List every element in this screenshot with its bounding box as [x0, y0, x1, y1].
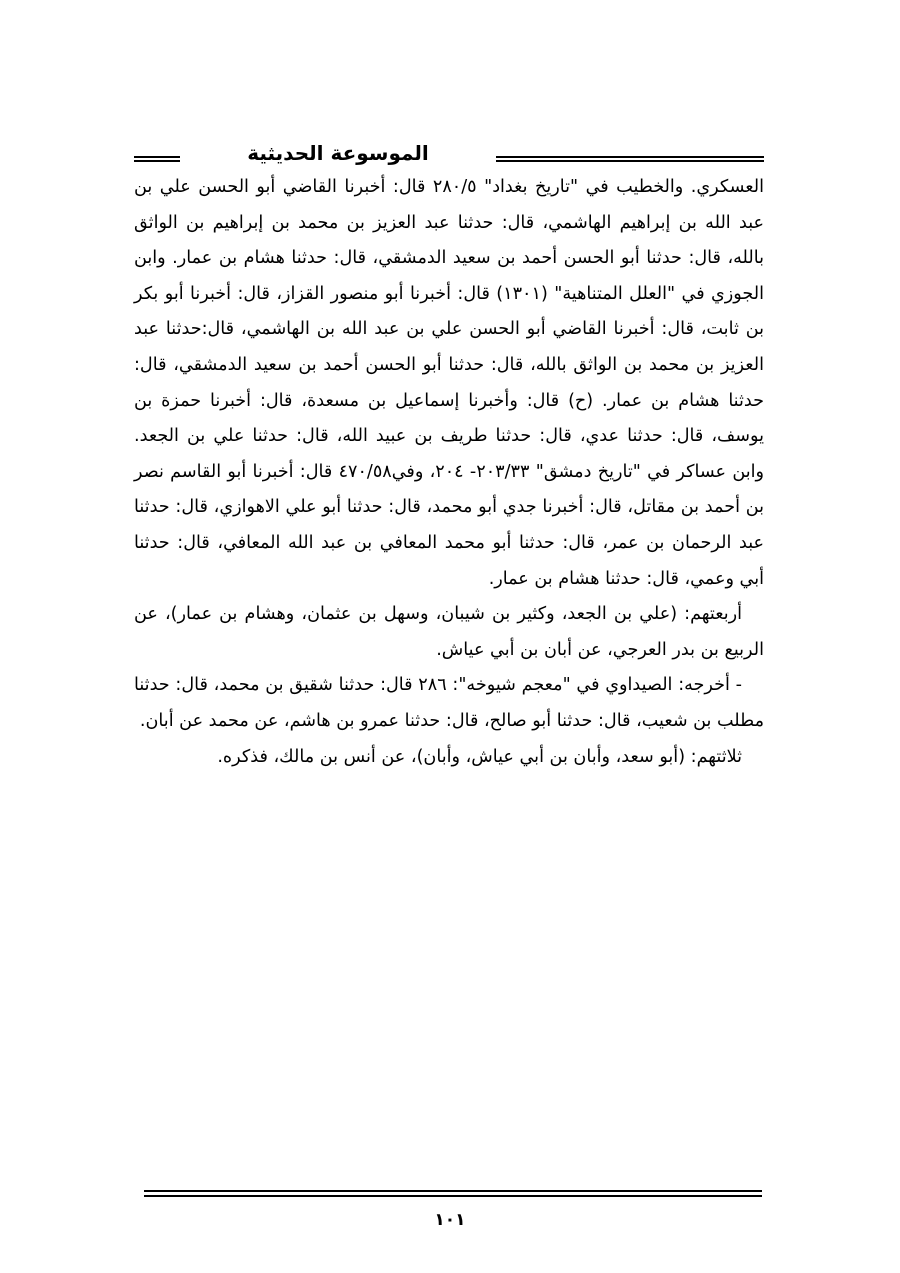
header-rule-right — [496, 156, 764, 158]
paragraph-thalathatuhum: ثلاثتهم: (أبو سعد، وأبان بن أبي عياش، وأبان)، عن أنس بن مالك، فذكره. — [217, 746, 742, 767]
header-rule-left — [134, 156, 180, 158]
page-number: ١٠١ — [434, 1210, 466, 1230]
header-rule-right-second — [496, 160, 764, 162]
body-text — [134, 170, 764, 775]
footer-rule-second — [144, 1195, 762, 1197]
header-rule-left-second — [134, 160, 180, 162]
footer-rule — [144, 1190, 762, 1192]
paragraph-takhrij-main: العسكري. والخطيب في "تاريخ بغداد" ٢٨٠/٥ قال: أخبرنا القاضي أبو الحسن علي بن عبد الله بن إبراهيم الهاشمي، قال: حدثنا عبد العزيز بن محمد بن إبراهيم بن الواثق بالله، قال: حدثنا أبو الحسن أحمد بن سعيد الدمشقي، قال: حدثنا هشام بن عمار. وابن الجوزي في "العلل المتناهية" (١٣٠١) قال: أخبرنا أبو منصور القزاز، قال: أخبرنا أبو بكر بن ثابت، قال: أخبرنا القاضي أبو الحسن علي بن عبد الله بن الهاشمي، قال:حدثنا عبد العزيز بن محمد بن الواثق بالله، قال: حدثنا أبو الحسن أحمد بن سعيد الدمشقي، قال: حدثنا هشام بن عمار. (ح) قال: وأخبرنا إسماعيل بن مسعدة، قال: أخبرنا حمزة بن يوسف، قال: حدثنا عدي، قال: حدثنا طريف بن عبيد الله، قال: حدثنا علي بن الجعد. وابن عساكر في "تاريخ دمشق" ٢٠٣/٣٣- ٢٠٤، وفي٤٧٠/٥٨ قال: أخبرنا أبو القاسم نصر بن أحمد بن مقاتل، قال: أخبرنا جدي أبو محمد، قال: حدثنا أبو علي الاهوازي، قال: حدثنا عبد الرحمان بن عمر، قال: حدثنا أبو محمد المعافي بن عبد الله المعافي، قال: حدثنا أبي وعمي، قال: حدثنا هشام بن عمار. — [134, 177, 765, 589]
paragraph-akhrajahu: - أخرجه: الصيداوي في "معجم شيوخه": ٢٨٦ قال: حدثنا شقيق بن محمد، قال: حدثنا مطلب بن شعيب، قال: حدثنا أبو صالح، قال: حدثنا عمرو بن هاشم، عن محمد عن أبان. — [134, 675, 764, 731]
page-header-title: الموسوعة الحديثية — [247, 141, 429, 165]
paragraph-arbaatuhum: أربعتهم: (علي بن الجعد، وكثير بن شيبان، وسهل بن عثمان، وهشام بن عمار)، عن الربيع بن بدر العرجي، عن أبان بن أبي عياش. — [134, 604, 764, 660]
